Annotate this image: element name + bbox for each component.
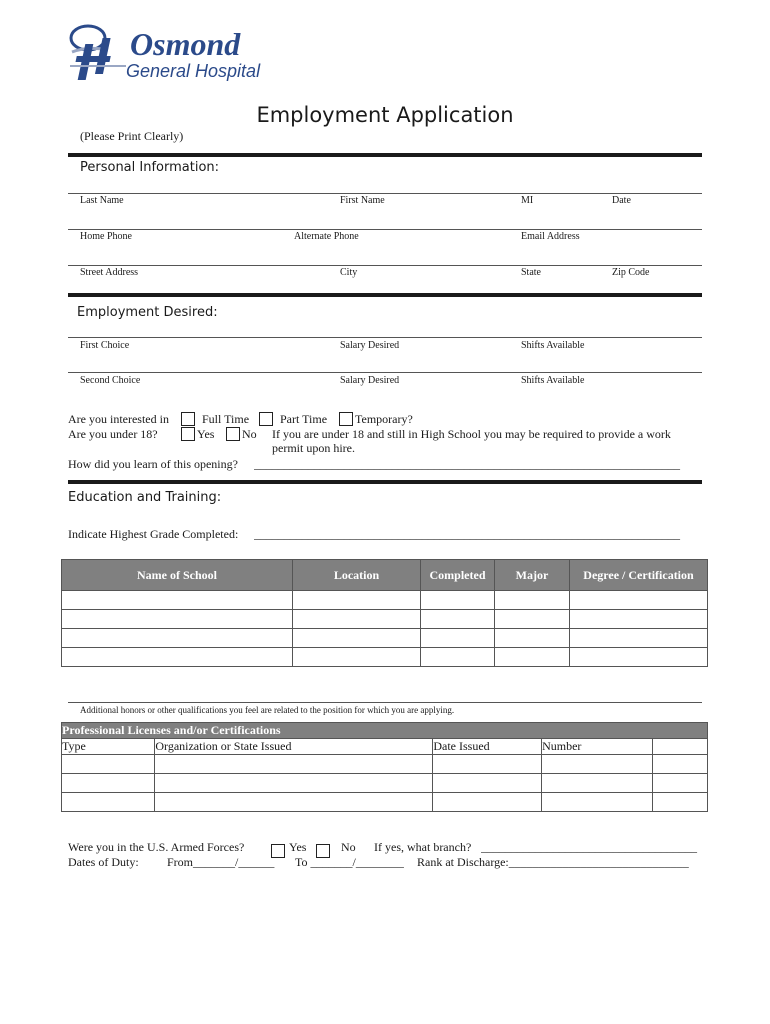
duty-from-input[interactable]: From_______/______ [167,855,275,869]
col-number: Number [542,739,653,755]
under18-no-label: No [242,427,257,441]
honors-label: Additional honors or other qualifications you feel are related to the position for which you are applying. [80,705,455,715]
honors-line [68,702,702,703]
table-row[interactable] [62,591,708,610]
section-heading-employment: Employment Desired: [77,305,218,320]
duty-to-input[interactable]: To _______/________ [295,855,404,869]
label-mi: MI [521,195,534,206]
col-blank [653,739,708,755]
licenses-table [61,722,708,812]
print-note: (Please Print Clearly) [80,129,184,143]
section-divider [68,293,702,297]
temporary-label: Temporary? [355,412,413,426]
page-title: Employment Application [256,103,514,127]
table-row[interactable] [62,610,708,629]
label-date: Date [612,195,631,206]
label-first-choice: First Choice [80,340,130,351]
label-home-phone: Home Phone [80,231,132,242]
label-first-name: First Name [340,195,385,206]
col-degree: Degree / Certification [570,560,708,591]
hospital-logo [68,22,278,86]
table-row[interactable] [62,755,708,774]
temporary-checkbox[interactable] [339,412,353,426]
table-row[interactable] [62,774,708,793]
learn-label: How did you learn of this opening? [68,457,238,471]
full-time-label: Full Time [202,412,250,426]
col-name-of-school: Name of School [62,560,293,591]
grade-input[interactable]: _______________________________________________________________________ [254,527,680,541]
field-line [68,372,702,373]
learn-input[interactable]: _______________________________________________________________________ [254,457,680,471]
field-line [68,337,702,338]
under18-yes-label: Yes [197,427,215,441]
education-header-row [62,560,708,591]
label-street-address: Street Address [80,267,139,278]
rank-input[interactable]: Rank at Discharge:______________________________ [417,855,689,869]
label-state: State [521,267,541,278]
licenses-header-row [62,739,708,755]
branch-input[interactable]: ____________________________________ [481,840,697,854]
field-line [68,229,702,230]
armed-forces-yes-label: Yes [289,840,307,854]
section-heading-personal: Personal Information: [80,160,220,175]
label-email-address: Email Address [521,231,580,242]
logo-brand: Osmond [130,26,241,62]
armed-forces-no-label: No [341,840,356,854]
col-type: Type [62,739,155,755]
licenses-title: Professional Licenses and/or Certifications [62,723,708,739]
label-shifts-available-2: Shifts Available [521,375,585,386]
col-major: Major [495,560,570,591]
col-completed: Completed [421,560,495,591]
label-alternate-phone: Alternate Phone [294,231,359,242]
label-zip-code: Zip Code [612,267,650,278]
under18-no-checkbox[interactable] [226,427,240,441]
field-line [68,193,702,194]
full-time-checkbox[interactable] [181,412,195,426]
logo-subtitle: General Hospital [126,61,261,81]
armed-forces-label: Were you in the U.S. Armed Forces? [68,840,245,854]
table-row[interactable] [62,793,708,812]
table-row[interactable] [62,648,708,667]
field-line [68,265,702,266]
part-time-label: Part Time [280,412,328,426]
education-table [61,559,708,667]
label-city: City [340,267,358,278]
section-divider [68,153,702,157]
section-divider [68,480,702,484]
interested-label: Are you interested in [68,412,169,426]
section-heading-education: Education and Training: [68,490,222,505]
under18-note: If you are under 18 and still in High School you may be required to provide a work permit upon hire. [272,427,671,455]
branch-label: If yes, what branch? [374,840,472,854]
grade-label: Indicate Highest Grade Completed: [68,527,239,541]
under18-yes-checkbox[interactable] [181,427,195,441]
logo-mark-icon [68,22,130,82]
label-shifts-available: Shifts Available [521,340,585,351]
dates-of-duty-label: Dates of Duty: [68,855,139,869]
under18-label: Are you under 18? [68,427,158,441]
label-last-name: Last Name [80,195,124,206]
part-time-checkbox[interactable] [259,412,273,426]
col-location: Location [293,560,421,591]
label-salary-desired-2: Salary Desired [340,375,400,386]
col-date-issued: Date Issued [433,739,542,755]
table-row[interactable] [62,629,708,648]
col-organization: Organization or State Issued [155,739,433,755]
label-salary-desired: Salary Desired [340,340,400,351]
label-second-choice: Second Choice [80,375,141,386]
